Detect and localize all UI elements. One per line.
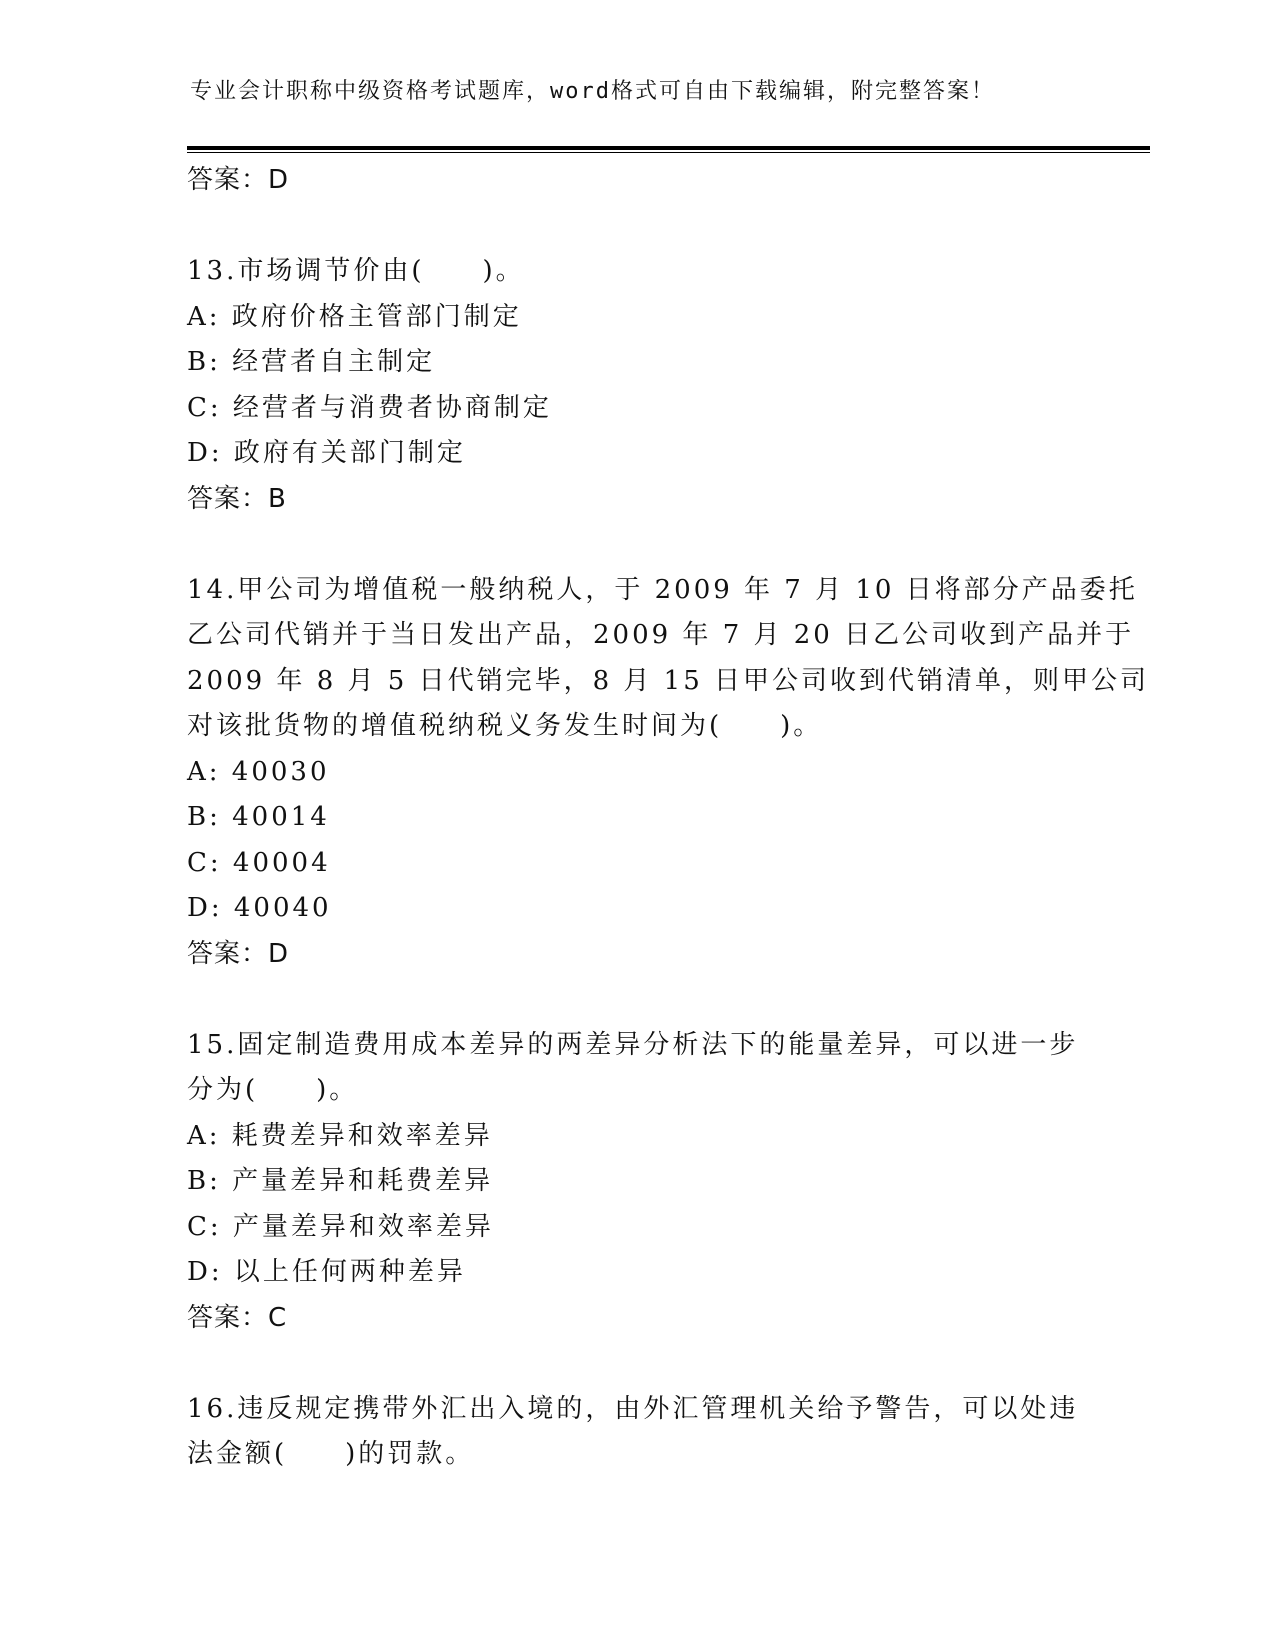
option-d: D: 40040 [187,893,332,923]
spacer [187,1341,1087,1387]
question-stem-line: 13.市场调节价由( )。 [187,256,525,286]
question-content [187,158,1149,1478]
option-d: D: 以上任何两种差异 [187,1257,466,1287]
header-divider-thin [187,152,1150,153]
question-14 [187,568,1149,978]
question-stem-line: 法金额( )的罚款。 [187,1439,475,1469]
question-stem-line: 对该批货物的增值税纳税义务发生时间为( )。 [187,711,823,741]
question-stem-line: 乙公司代销并于当日发出产品，2009 年 7 月 20 日乙公司收到产品并于 [187,620,1135,650]
option-c: C: 经营者与消费者协商制定 [187,392,552,423]
option-a: A: 40030 [187,756,330,787]
option-a: A: 耗费差异和效率差异 [187,1120,493,1151]
question-stem-line: 14.甲公司为增值税一般纳税人，于 2009 年 7 月 10 日将部分产品委托 [187,574,1138,605]
question-13 [187,249,1087,522]
option-c: C: 40004 [187,847,331,878]
option-b: B: 经营者自主制定 [187,347,436,377]
option-c: C: 产量差异和效率差异 [187,1211,494,1242]
option-b: B: 产量差异和耗费差异 [187,1166,494,1196]
header-divider-thick [187,146,1150,150]
answer-line: 答案：D [187,938,290,969]
spacer [187,977,1087,1023]
question-stem-line: 2009 年 8 月 5 日代销完毕，8 月 15 日甲公司收到代销清单，则甲公司 [187,665,1149,696]
previous-answer: 答案：D [187,165,290,195]
question-16 [187,1387,1087,1478]
question-stem-line: 分为( )。 [187,1075,359,1105]
option-b: B: 40014 [187,802,330,832]
option-d: D: 政府有关部门制定 [187,438,466,468]
question-15 [187,1023,1087,1342]
question-stem-line: 15.固定制造费用成本差异的两差异分析法下的能量差异，可以进一步 [187,1029,1079,1060]
answer-line: 答案：B [187,483,287,514]
answer-line: 答案：C [187,1302,288,1333]
page-header: 专业会计职称中级资格考试题库，word格式可自由下载编辑，附完整答案！ [190,79,995,104]
option-a: A: 政府价格主管部门制定 [187,301,522,332]
spacer [187,204,1087,250]
spacer [187,522,1087,568]
question-stem-line: 16.违反规定携带外汇出入境的，由外汇管理机关给予警告，可以处违 [187,1393,1079,1424]
